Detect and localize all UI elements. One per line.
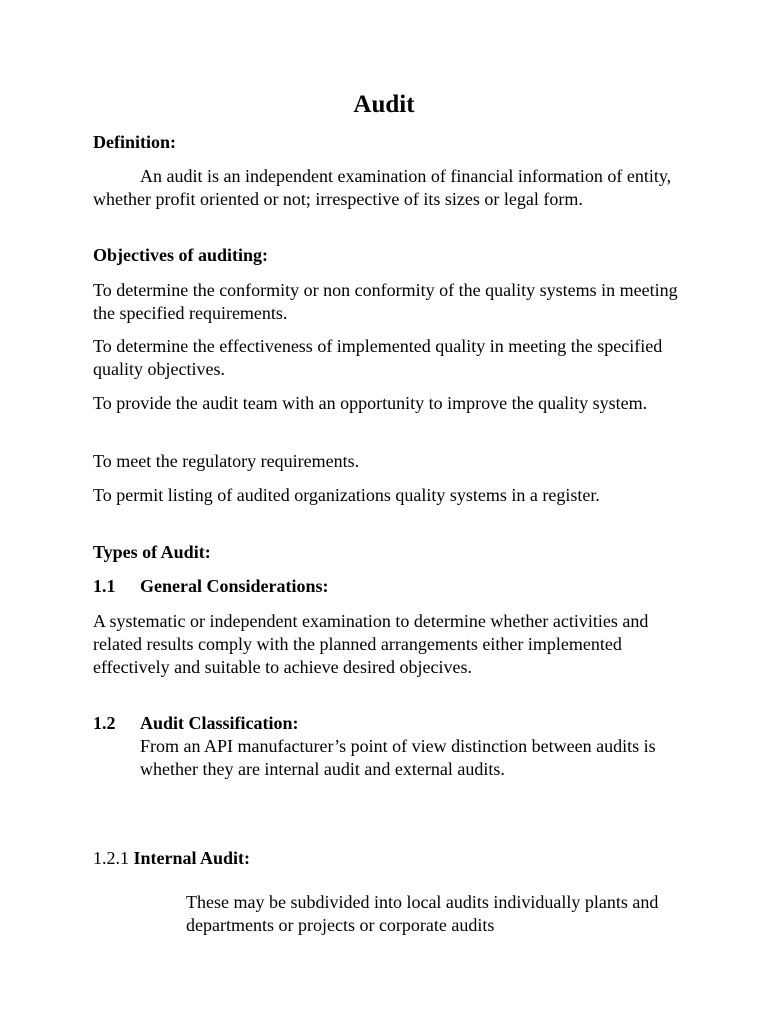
objective-item: To determine the effectiveness of implemented quality in meeting the specified quality objectives. bbox=[93, 336, 663, 379]
section-number: 1.1 bbox=[93, 576, 116, 596]
section-1-2-1-heading bbox=[93, 847, 683, 870]
section-number: 1.2 bbox=[93, 713, 116, 733]
objective-item: To provide the audit team with an opportunity to improve the quality system. bbox=[93, 393, 648, 413]
objectives-heading: Objectives of auditing: bbox=[93, 245, 268, 265]
definition-heading: Definition: bbox=[93, 132, 176, 152]
section-1-2-1-text: These may be subdivided into local audits individually plants and departments or projects or corporate audits bbox=[186, 892, 659, 935]
section-heading-text: Audit Classification: bbox=[140, 713, 299, 733]
objective-item: To determine the conformity or non conformity of the quality systems in meeting the specified requirements. bbox=[93, 280, 678, 323]
objective-item: To permit listing of audited organizations quality systems in a register. bbox=[93, 485, 600, 505]
section-heading-text: General Considerations: bbox=[140, 576, 329, 596]
section-1-2-text: From an API manufacturer’s point of view distinction between audits is whether they are internal audit and external audits. bbox=[140, 736, 656, 779]
section-1-1-heading bbox=[93, 575, 683, 598]
section-heading-text: Internal Audit: bbox=[133, 848, 251, 868]
types-heading: Types of Audit: bbox=[93, 542, 211, 562]
document-title: Audit bbox=[353, 91, 415, 118]
section-1-2-heading bbox=[93, 712, 683, 735]
objective-item: To meet the regulatory requirements. bbox=[93, 451, 360, 471]
definition-text: An audit is an independent examination of financial information of entity, whether profit oriented or not; irrespective of its sizes or legal form. bbox=[93, 166, 672, 209]
section-1-1-text: A systematic or independent examination to determine whether activities and related results comply with the planned arrangements either implemented effectively and suitable to achieve desired objecives. bbox=[93, 611, 649, 677]
section-number: 1.2.1 bbox=[93, 848, 129, 868]
